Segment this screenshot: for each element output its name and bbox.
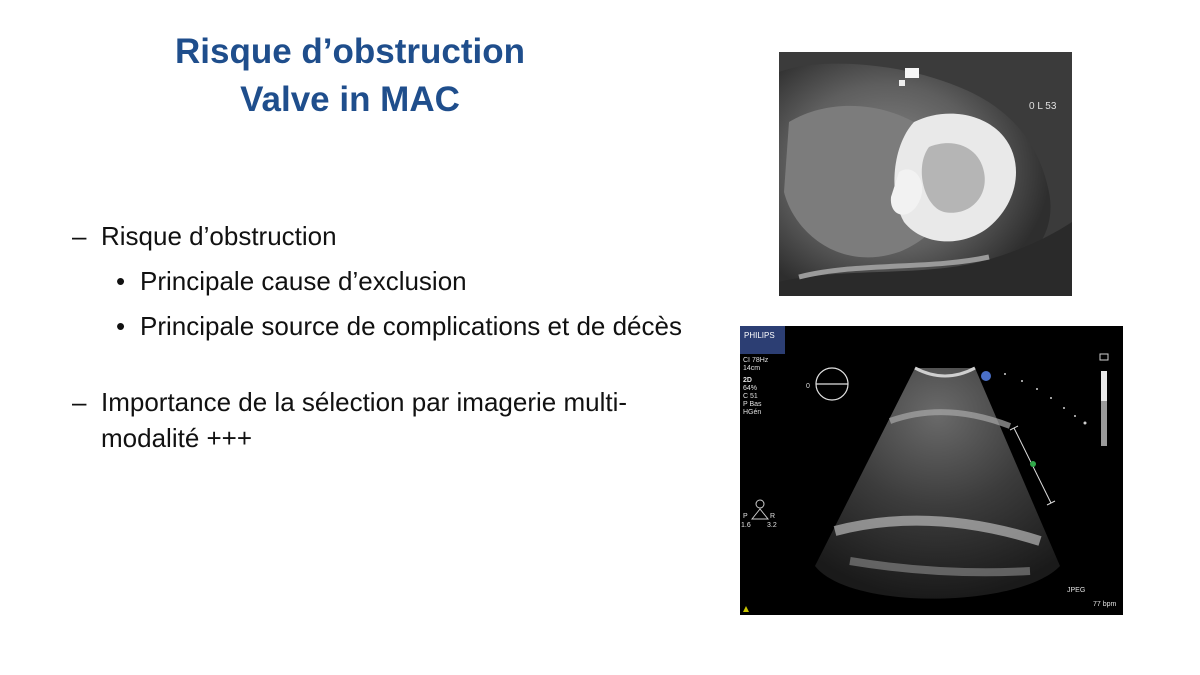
title-line-1: Risque d’obstruction — [175, 32, 525, 71]
brand-text: PHILIPS — [744, 331, 775, 340]
probe-left-value: 1.6 — [741, 522, 751, 529]
probe-r: R — [770, 513, 776, 520]
echo-info-gain: 64% — [743, 385, 758, 392]
title-line-2: Valve in MAC — [240, 80, 460, 119]
echo-info-mode: 2D — [743, 377, 752, 384]
dot-marker: • — [116, 266, 126, 296]
echo-graphic — [740, 326, 1123, 615]
echo-info-h: HGén — [743, 409, 762, 416]
echo-info-depth: 14cm — [743, 365, 761, 372]
sub-bullet-text: Principale source de complications et de décès — [140, 311, 682, 341]
heart-rate: 77 bpm — [1093, 601, 1117, 608]
bullet-text: Risque d’obstruction — [101, 221, 337, 251]
sub-bullet-item — [72, 263, 712, 299]
bullet-list — [72, 218, 712, 456]
ct-scan-image — [779, 52, 1072, 296]
dot-marker: • — [116, 311, 126, 341]
bullet-text: Importance de la sélection par imagerie multi-modalité +++ — [101, 387, 628, 453]
echo-info-p: P Bas — [743, 401, 762, 408]
dash-marker: – — [72, 387, 87, 417]
probe-right-value: 3.2 — [767, 522, 777, 529]
probe-p: P — [743, 513, 748, 520]
sub-bullet-text: Principale cause d’exclusion — [140, 266, 467, 296]
dash-marker: – — [72, 221, 87, 251]
echo-info-c: C 51 — [743, 393, 758, 400]
ct-scan-graphic — [779, 52, 1072, 296]
jpeg-label: JPEG — [1067, 587, 1086, 594]
echo-info-freq: CI 78Hz — [743, 357, 769, 364]
sub-bullet-item — [72, 308, 712, 344]
bullet-item — [72, 218, 712, 254]
slide-title — [100, 28, 600, 124]
depth-zero: 0 — [806, 383, 810, 390]
ct-label: 0 L 53 — [1029, 101, 1057, 112]
bullet-item — [72, 384, 712, 456]
echo-image — [740, 326, 1123, 615]
